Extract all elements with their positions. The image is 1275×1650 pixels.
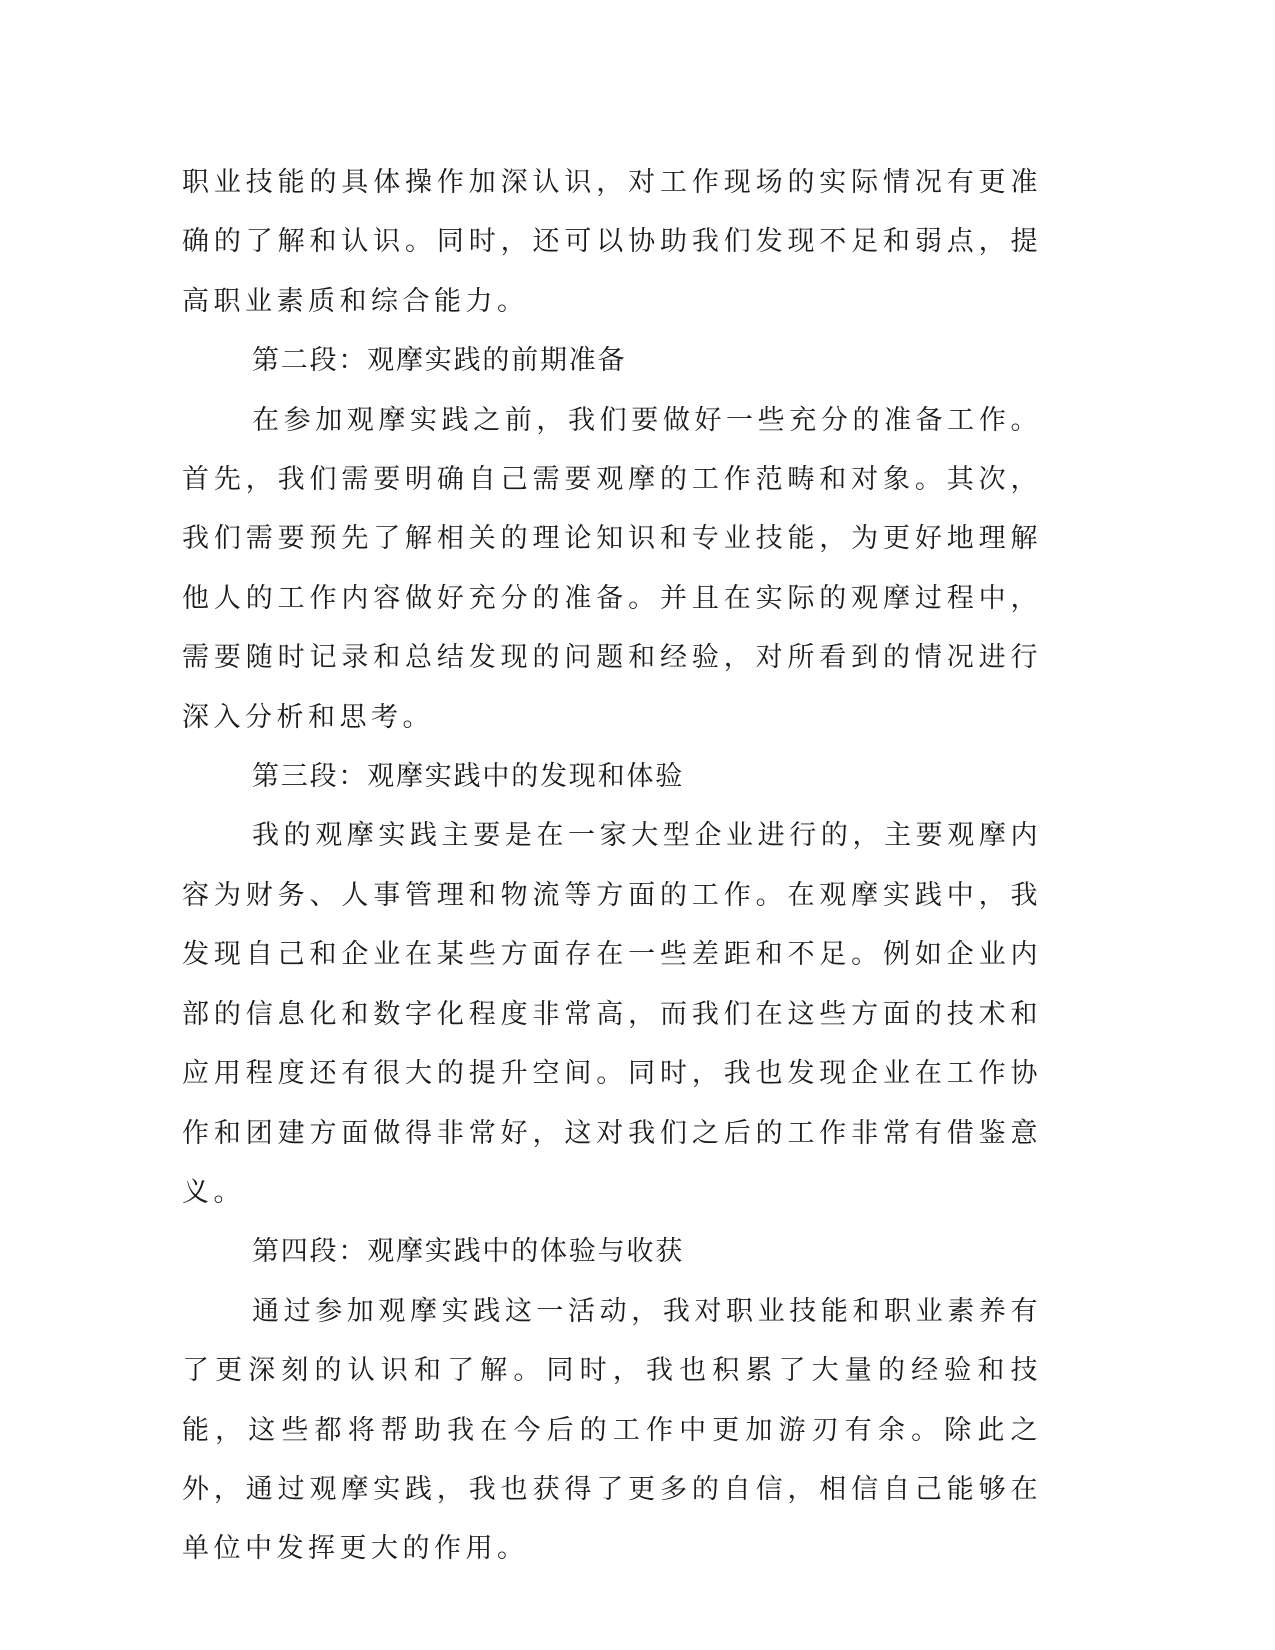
section-heading-3: 第三段：观摩实践中的发现和体验 xyxy=(252,761,684,793)
paragraph-intro-continuation: 职业技能的具体操作加深认识，对工作现场的实际情况有更准确的了解和认识。同时，还可以协助我们发现不足和弱点，提高职业素质和综合能力。 xyxy=(182,167,1042,317)
section-heading-2: 第二段：观摩实践的前期准备 xyxy=(252,345,627,377)
paragraph-preparation: 在参加观摩实践之前，我们要做好一些充分的准备工作。首先，我们需要明确自己需要观摩的工作范畴和对象。其次，我们需要预先了解相关的理论知识和专业技能，为更好地理解他人的工作内容做好充分的准备。并且在实际的观摩过程中，需要随时记录和总结发现的问题和经验，对所看到的情况进行深入分析和思考。 xyxy=(182,404,1042,733)
paragraph-findings: 我的观摩实践主要是在一家大型企业进行的，主要观摩内容为财务、人事管理和物流等方面的工作。在观摩实践中，我发现自己和企业在某些方面存在一些差距和不足。例如企业内部的信息化和数字化程度非常高，而我们在这些方面的技术和应用程度还有很大的提升空间。同时，我也发现企业在工作协作和团建方面做得非常好，这对我们之后的工作非常有借鉴意义。 xyxy=(182,820,1042,1208)
paragraph-gains: 通过参加观摩实践这一活动，我对职业技能和职业素养有了更深刻的认识和了解。同时，我也积累了大量的经验和技能，这些都将帮助我在今后的工作中更加游刃有余。除此之外，通过观摩实践，我也获得了更多的自信，相信自己能够在单位中发挥更大的作用。 xyxy=(182,1295,1042,1565)
document-body xyxy=(182,153,1042,1579)
section-heading-4: 第四段：观摩实践中的体验与收获 xyxy=(252,1236,684,1268)
